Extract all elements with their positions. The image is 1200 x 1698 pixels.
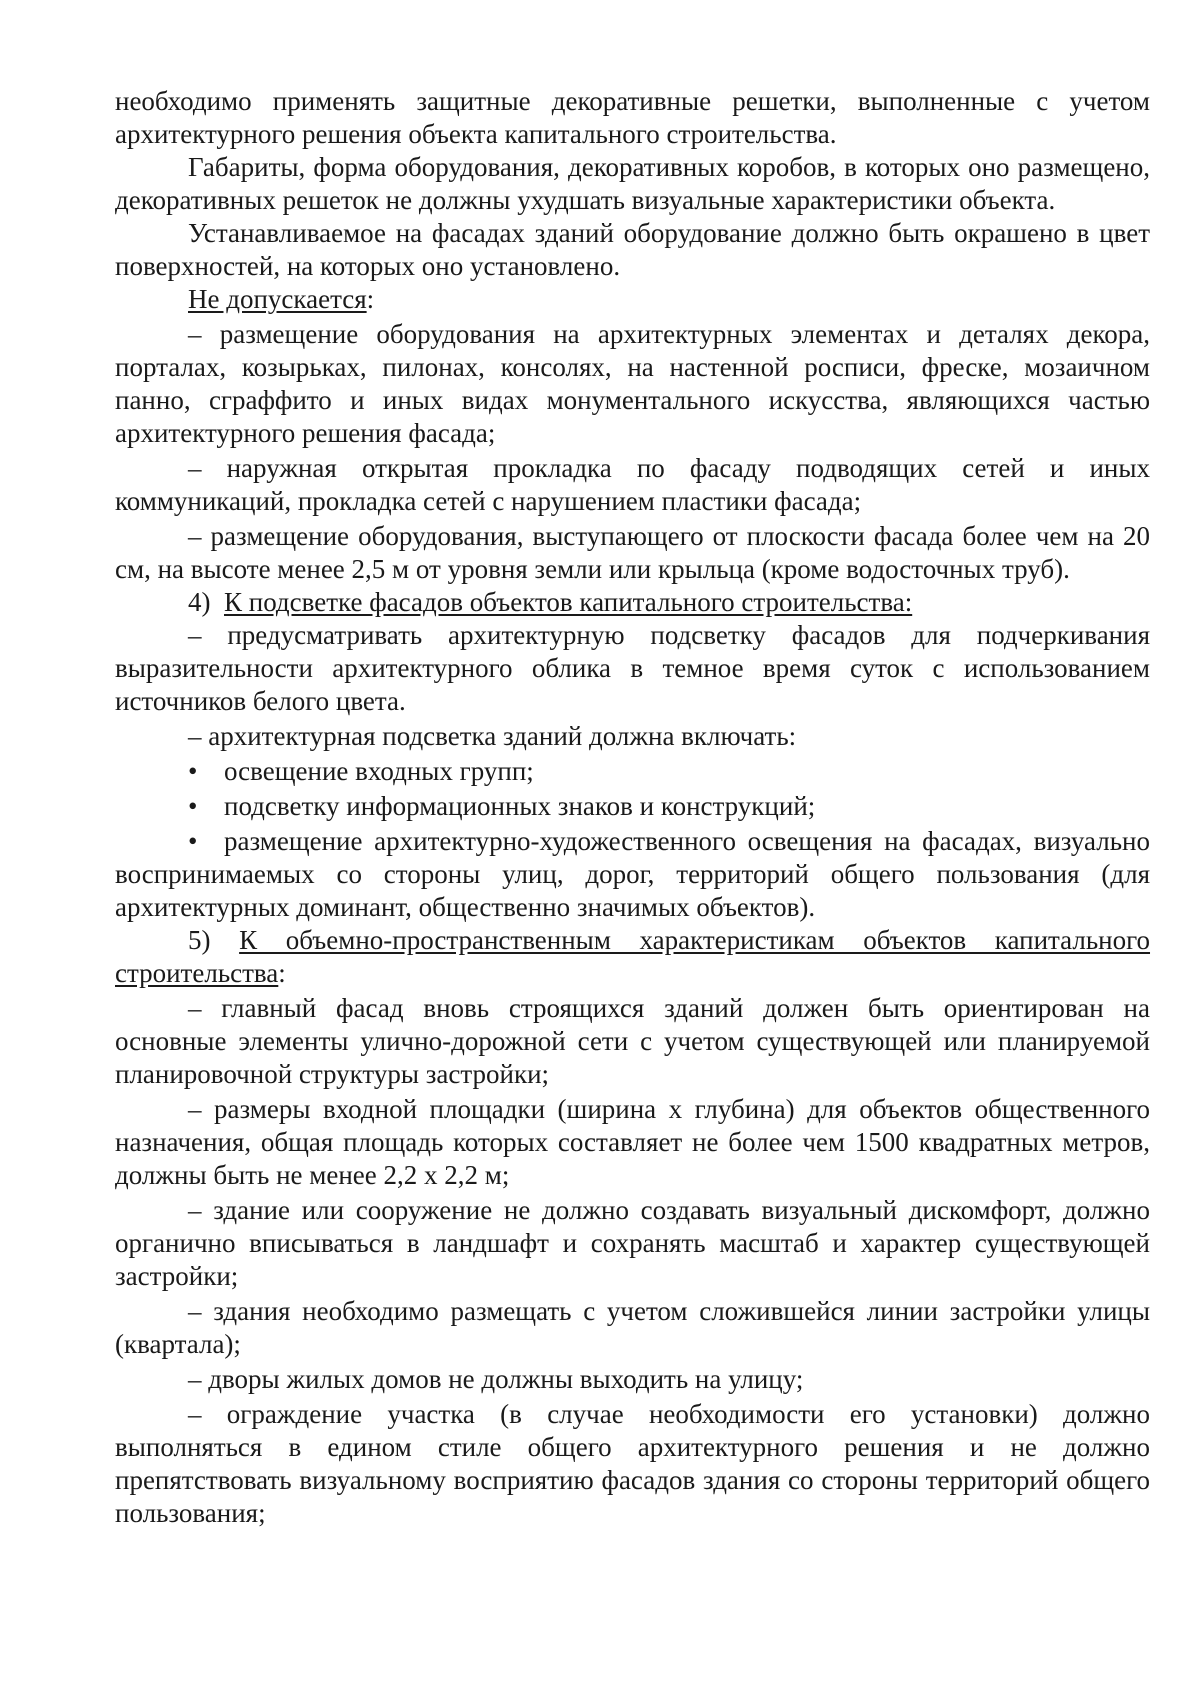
section-5-heading <box>115 924 1150 990</box>
item-fencing: – ограждение участка (в случае необходимости его установки) должно выполняться в едином стиле общего архитектурного решения и не должно препятствовать визуальному восприятию фасадов здания со стороны территорий общего пользования; <box>115 1399 1150 1528</box>
section-5-number: 5) <box>188 925 211 955</box>
paragraph-decorative-grilles: необходимо применять защитные декоративные решетки, выполненные с учетом архитектурного решения объекта капитального строительства. <box>115 86 1150 149</box>
item-visual-comfort: – здание или сооружение не должно создавать визуальный дискомфорт, должно органично вписываться в ландшафт и сохранять масштаб и характер существующей застройки; <box>115 1195 1150 1291</box>
item-protruding-equipment: – размещение оборудования, выступающего от плоскости фасада более чем на 20 см, на высоте менее 2,5 м от уровня земли или крыльца (кроме водосточных труб). <box>115 521 1150 584</box>
bullet-text: размещение архитектурно-художественного освещения на фасадах, визуально воспринимаемых со стороны улиц, дорог, территорий общего пользования (для архитектурных доминант, общественно значимых объектов). <box>115 826 1150 922</box>
section-5-title: К объемно-пространственным характеристикам объектов капитального строительства <box>115 925 1151 988</box>
section-4-heading <box>115 586 1150 619</box>
not-allowed-heading <box>115 283 1150 316</box>
paragraph-equipment-color: Устанавливаемое на фасадах зданий оборудование должно быть окрашено в цвет поверхностей, на которых оно установлено. <box>115 218 1150 281</box>
not-allowed-label: Не допускается <box>188 284 367 314</box>
item-building-line: – здания необходимо размещать с учетом сложившейся линии застройки улицы (квартала); <box>115 1296 1150 1359</box>
bullet-item-sign-lighting <box>115 790 1150 823</box>
section-4-number: 4) <box>188 587 211 617</box>
item-open-networks: – наружная открытая прокладка по фасаду подводящих сетей и иных коммуникаций, прокладка сетей с нарушением пластики фасада; <box>115 453 1150 516</box>
section-5-colon: : <box>278 958 286 988</box>
bullet-item-entrance-lighting <box>115 755 1150 788</box>
item-equipment-on-decor: – размещение оборудования на архитектурных элементах и деталях декора, порталах, козырьках, пилонах, консолях, на настенной росписи, фреске, мозаичном панно, сграффито и иных видах монументального искусства, являющихся частью архитектурного решения фасада; <box>115 319 1150 448</box>
item-courtyards: – дворы жилых домов не должны выходить на улицу; <box>188 1364 804 1394</box>
not-allowed-colon: : <box>366 284 375 314</box>
paragraph-equipment-dimensions: Габариты, форма оборудования, декоративных коробов, в которых оно размещено, декоративных решеток не должны ухудшать визуальные характеристики объекта. <box>115 152 1150 215</box>
section-4-title: К подсветке фасадов объектов капитального строительства: <box>224 587 913 617</box>
bullet-text: подсветку информационных знаков и конструкций; <box>224 791 816 821</box>
bullet-icon: • <box>188 791 198 821</box>
item-main-facade-orientation: – главный фасад вновь строящихся зданий должен быть ориентирован на основные элементы улично-дорожной сети с учетом существующей или планируемой планировочной структуры застройки; <box>115 993 1150 1089</box>
document-body <box>115 85 1150 1530</box>
item-architectural-lighting: – предусматривать архитектурную подсветку фасадов для подчеркивания выразительности архитектурного облика в темное время суток с использованием источников белого цвета. <box>115 620 1150 716</box>
item-lighting-includes: – архитектурная подсветка зданий должна включать: <box>188 721 797 751</box>
bullet-icon: • <box>188 756 198 786</box>
bullet-item-facade-lighting <box>115 825 1150 924</box>
bullet-text: освещение входных групп; <box>224 756 534 786</box>
bullet-icon: • <box>188 826 198 856</box>
item-entrance-platform-size: – размеры входной площадки (ширина х глубина) для объектов общественного назначения, общая площадь которых составляет не более чем 1500 квадратных метров, должны быть не менее 2,2 х 2,2 м; <box>115 1094 1150 1190</box>
